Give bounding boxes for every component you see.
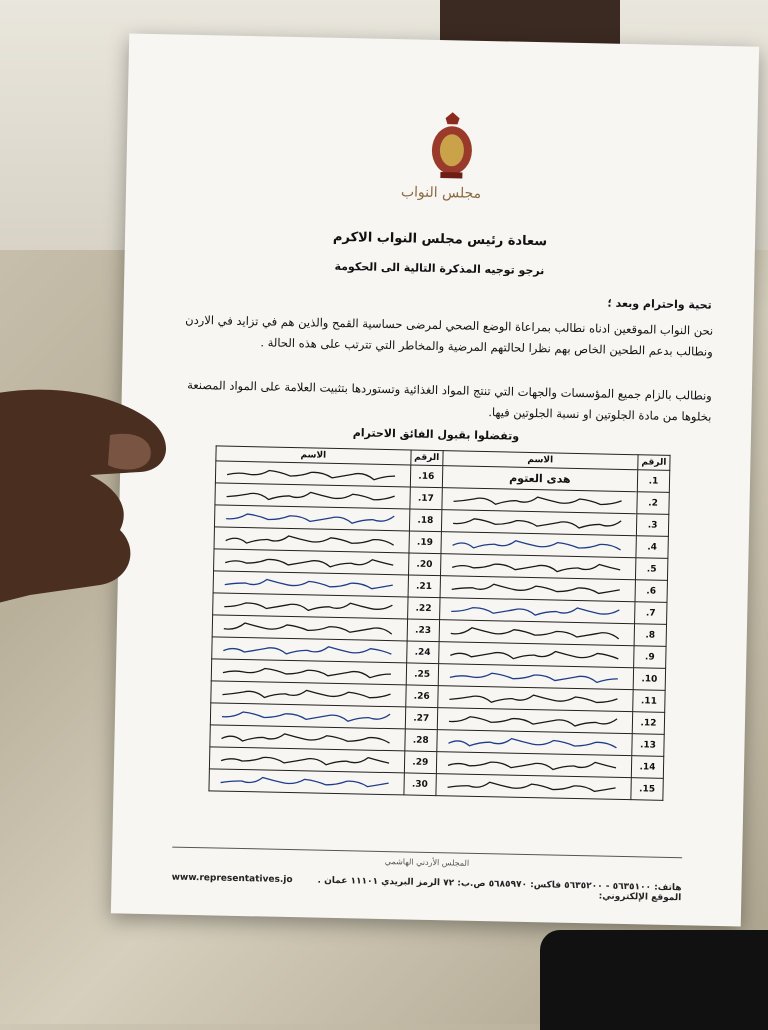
row-number-right: 18. xyxy=(409,509,441,532)
row-number-right: 23. xyxy=(407,619,439,642)
row-number-right: 24. xyxy=(406,641,438,664)
row-number-right: 21. xyxy=(408,575,440,598)
letter-title: سعادة رئيس مجلس النواب الاكرم xyxy=(332,229,548,250)
row-number-left: 11. xyxy=(633,690,665,713)
hand-holding-paper xyxy=(0,380,190,630)
row-number-right: 19. xyxy=(409,531,441,554)
handwritten-signature xyxy=(445,647,625,663)
row-number-left: 4. xyxy=(636,536,668,559)
row-number-left: 3. xyxy=(636,514,668,537)
signature-table xyxy=(208,445,670,800)
paragraph-request-flour: نحن النواب الموقعين ادناه نطالب بمراعاة الوضع الصحي لمرضى حساسية القمح والذين هم في تزايد في الاردن ونطالب بدعم الطحين الخاص بهم نظرا لحالتهم المرضية والمخاطر التي تترتب على هذه الحالة . xyxy=(185,312,714,359)
handwritten-signature xyxy=(216,730,396,746)
row-number-left: 15. xyxy=(631,778,663,801)
row-number-right: 30. xyxy=(404,773,436,796)
greeting: تحية واحترام وبعد ؛ xyxy=(607,296,712,312)
handwritten-signature xyxy=(443,735,623,751)
handwritten-signature xyxy=(448,493,628,509)
letter-subtitle: نرجو توجيه المذكرة التالية الى الحكومة xyxy=(334,259,545,278)
handwritten-signature xyxy=(221,511,401,527)
handwritten-signature xyxy=(447,581,627,597)
handwritten-signature xyxy=(215,774,395,790)
row-number-left: 9. xyxy=(634,646,666,669)
row-number-left: 10. xyxy=(633,668,665,691)
row-number-right: 20. xyxy=(408,553,440,576)
row-number-right: 26. xyxy=(405,685,437,708)
handwritten-signature xyxy=(218,642,398,658)
handwritten-signature xyxy=(220,533,400,549)
header-name-left: الاسم xyxy=(443,451,639,470)
paragraph-request-labeling: ونطالب بالزام جميع المؤسسات والجهات التي تنتج المواد الغذائية وتستوردها بتثبيت العلامة على المواد المصنعة بخلوها من مادة الجلوتين او نسبة الجلوتين فيها. xyxy=(187,377,712,424)
handwritten-signature xyxy=(220,555,400,571)
row-number-left: 12. xyxy=(632,712,664,735)
row-number-right: 29. xyxy=(404,751,436,774)
handwritten-signature xyxy=(219,577,399,593)
row-number-right: 28. xyxy=(405,729,437,752)
signature-cell-right xyxy=(209,769,404,795)
handwritten-signature xyxy=(444,713,624,729)
royal-crest-icon xyxy=(426,110,478,191)
handwritten-signature xyxy=(218,664,398,680)
handwritten-signature xyxy=(218,621,398,637)
handwritten-signature xyxy=(216,752,396,768)
handwritten-signature xyxy=(447,559,627,575)
header-number-right: الرقم xyxy=(411,450,443,466)
row-number-left: 5. xyxy=(635,558,667,581)
header-name-right: الاسم xyxy=(216,446,411,465)
letter-paper xyxy=(111,33,759,926)
handwritten-signature xyxy=(443,757,623,773)
row-number-right: 17. xyxy=(410,487,442,510)
handwritten-signature xyxy=(445,669,625,685)
handwritten-signature xyxy=(444,691,624,707)
header-number-left: الرقم xyxy=(638,455,670,471)
handwritten-signature xyxy=(442,779,622,795)
council-name: مجلس النواب xyxy=(400,184,482,202)
handwritten-signature xyxy=(222,467,402,483)
row-number-right: 16. xyxy=(410,465,442,488)
handwritten-signature xyxy=(217,708,397,724)
handwritten-signature xyxy=(221,489,401,505)
row-number-right: 25. xyxy=(406,663,438,686)
footer-contact: هاتف: ٥٦٣٥١٠٠ - ٥٦٣٥٢٠٠ فاكس: ٥٦٨٥٩٧٠ ص.ب: ٧٢ الرمز البريدي ١١١٠١ عمان . الموقع الإلكتروني: xyxy=(317,875,682,904)
row-number-left: 7. xyxy=(635,602,667,625)
footer-org: المجلس الأردني الهاشمي xyxy=(384,857,470,868)
row-number-left: 2. xyxy=(637,492,669,515)
footer-website: www.representatives.jo xyxy=(171,872,293,886)
signature-cell-left xyxy=(436,774,632,800)
handwritten-signature xyxy=(219,599,399,615)
footer xyxy=(171,873,681,904)
row-number-left: 14. xyxy=(631,756,663,779)
row-number-left: 6. xyxy=(635,580,667,603)
closing-line: وتفضلوا بقبول الفائق الاحترام xyxy=(352,426,520,443)
row-number-right: 27. xyxy=(405,707,437,730)
row-number-right: 22. xyxy=(407,597,439,620)
handwritten-signature xyxy=(217,686,397,702)
handwritten-signature xyxy=(446,603,626,619)
handwritten-signature xyxy=(446,625,626,641)
typed-name: هدى العتوم xyxy=(509,471,571,486)
background-bag xyxy=(540,930,768,1030)
row-number-left: 1. xyxy=(637,470,669,493)
row-number-left: 8. xyxy=(634,624,666,647)
row-number-left: 13. xyxy=(632,734,664,757)
handwritten-signature xyxy=(448,515,628,531)
handwritten-signature xyxy=(448,537,628,553)
